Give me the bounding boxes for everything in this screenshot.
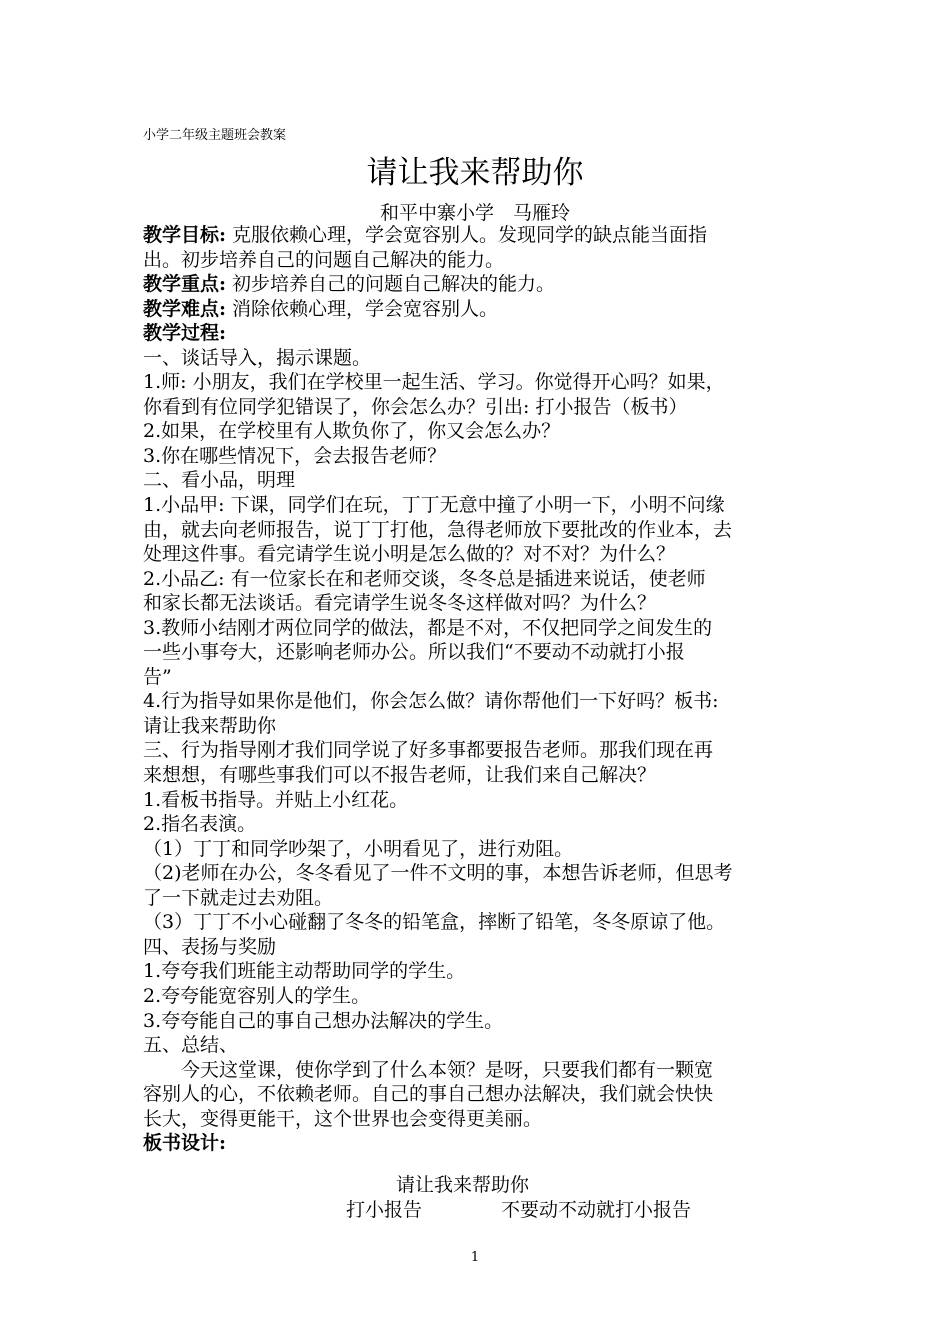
teaching-goal-text: 克服依赖心理，学会宽容别人。发现同学的缺点能当面指	[226, 224, 708, 246]
text-line: 3.教师小结刚才两位同学的做法，都是不对，不仅把同学之间发生的	[143, 616, 713, 639]
board-design-label: 板书设计:	[143, 1132, 227, 1155]
text-line: （3）丁丁不小心碰翻了冬冬的铅笔盒，摔断了铅笔，冬冬原谅了他。	[143, 911, 726, 934]
text-line: 处理这件事。看完请学生说小明是怎么做的？对不对？为什么？	[143, 543, 676, 566]
teaching-goal-continued: 出。初步培养自己的问题自己解决的能力。	[143, 248, 505, 271]
text-line: 五、总结、	[143, 1034, 239, 1057]
text-line: 三、行为指导刚才我们同学说了好多事都要报告老师。那我们现在再	[143, 739, 714, 762]
text-line: 来想想，有哪些事我们可以不报告老师，让我们来自己解决？	[143, 764, 657, 787]
document-title: 请让我来帮助你	[366, 155, 584, 191]
text-line: 3.你在哪些情况下，会去报告老师？	[143, 444, 447, 467]
text-line: 告”	[143, 665, 172, 688]
teaching-goal-label: 教学目标:	[143, 224, 227, 246]
teaching-key-point	[143, 272, 811, 297]
document-body	[143, 223, 811, 1156]
board-title-row	[143, 1173, 811, 1198]
difficulty-label: 教学难点:	[143, 297, 227, 320]
text-line: 4.行为指导如果你是他们，你会怎么做？请你帮他们一下好吗？板书:	[143, 690, 719, 713]
text-line: （1）丁丁和同学吵架了，小明看见了，进行劝阻。	[143, 837, 574, 860]
text-line: 3.夸夸能自己的事自己想办法解决的学生。	[143, 1009, 504, 1032]
document-author: 和平中寨小学 马雁玲	[379, 202, 570, 224]
text-line: 2.小品乙: 有一位家长在和老师交谈，冬冬总是插进来说话，使老师	[143, 567, 706, 590]
text-line: 二、看小品，明理	[143, 469, 296, 492]
summary-line: 容别人的心，不依赖老师。自己的事自己想办法解决，我们就会快快	[143, 1083, 714, 1106]
text-line: 一、谈话导入，揭示课题。	[143, 346, 372, 369]
board-design	[143, 1173, 811, 1222]
board-items-row	[143, 1198, 811, 1223]
document-header: 小学二年级主题班会教案	[143, 128, 287, 143]
text-line: 由，就去向老师报告，说丁丁打他，急得老师放下要批改的作业本，去	[143, 518, 733, 541]
board-item-right: 不要动不动就打小报告	[501, 1198, 692, 1221]
text-line: 和家长都无法谈话。看完请学生说冬冬这样做对吗？为什么？	[143, 592, 657, 615]
text-line: 1.夸夸我们班能主动帮助同学的学生。	[143, 960, 466, 983]
text-line: 2.如果，在学校里有人欺负你了，你又会怎么办？	[143, 420, 561, 443]
text-line: 请让我来帮助你	[143, 714, 277, 737]
teaching-difficulty	[143, 297, 811, 322]
page-number: 1	[470, 1250, 480, 1265]
text-line: 你看到有位同学犯错误了，你会怎么办？引出: 打小报告（板书）	[143, 395, 688, 418]
text-line: 一些小事夸大，还影响老师办公。所以我们“不要动不动就打小报	[143, 641, 685, 664]
text-line: 1.看板书指导。并贴上小红花。	[143, 788, 409, 811]
text-line: 了一下就走过去劝阻。	[143, 886, 334, 909]
text-line: 2.指名表演。	[143, 813, 257, 836]
text-line: （2)老师在办公，冬冬看见了一件不文明的事，本想告诉老师，但思考	[143, 862, 733, 885]
board-title: 请让我来帮助你	[396, 1174, 530, 1196]
teaching-goal	[143, 223, 811, 248]
board-item-left: 打小报告	[346, 1198, 423, 1221]
text-line: 2.夸夸能宽容别人的学生。	[143, 984, 371, 1007]
text-line: 1.师: 小朋友，我们在学校里一起生活、学习。你觉得开心吗？如果，	[143, 371, 725, 394]
summary-line: 今天这堂课，使你学到了什么本领？是呀，只要我们都有一颗宽	[181, 1058, 714, 1081]
process-label: 教学过程:	[143, 322, 227, 345]
text-line: 1.小品甲: 下课，同学们在玩，丁丁无意中撞了小明一下，小明不问缘	[143, 494, 725, 517]
text-line: 四、表扬与奖励	[143, 935, 277, 958]
key-point-text: 初步培养自己的问题自己解决的能力。	[226, 273, 556, 296]
key-point-label: 教学重点:	[143, 273, 227, 296]
difficulty-text: 消除依赖心理，学会宽容别人。	[226, 297, 499, 320]
summary-line: 长大，变得更能干，这个世界也会变得更美丽。	[143, 1107, 543, 1130]
